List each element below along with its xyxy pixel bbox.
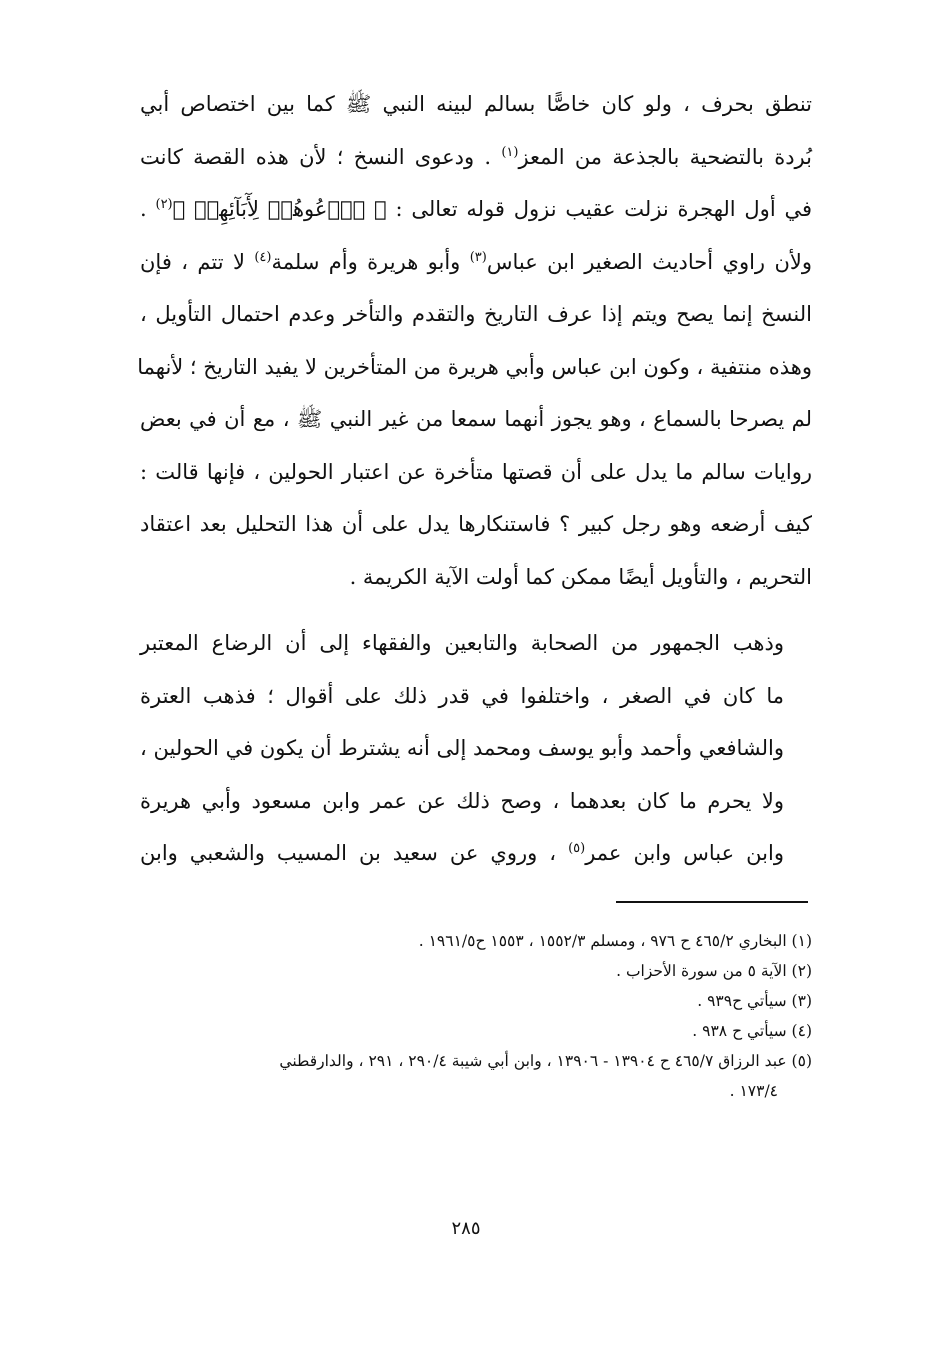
footnote-reference[interactable]: (٣) (469, 249, 487, 265)
text-line: التحريم ، والتأويل أيضًا ممكن كما أولت الآية الكريمة . (349, 564, 812, 589)
footnote-reference[interactable]: (٢) (155, 197, 173, 212)
footnote-reference[interactable]: (٥) (568, 841, 586, 856)
paragraph (137, 78, 812, 603)
footnote: (٥) عبد الرزاق ٤٦٥/٧ ح ١٣٩٠٤ - ١٣٩٠٦ ، وابن أبي شيبة ٢٩٠/٤ ، ٢٩١ ، والدارقطني (279, 1052, 812, 1070)
text-line: وذهب الجمهور من الصحابة والتابعين والفقهاء إلى أن الرضاع المعتبر (140, 631, 784, 655)
text-line: في أول الهجرة نزلت عقيب نزول قوله تعالى : ﴿ ٱدۡعُوهُمۡ لِأٓبَآئِهِمۡ ﴾$^{(٢)}$ . (140, 197, 812, 221)
footnote: (٤) سيأتي ح ٩٣٨ . (692, 1022, 812, 1040)
footnote-reference[interactable]: (٤) (254, 249, 272, 265)
footnote-separator (616, 901, 808, 903)
text-line: والشافعي وأحمد وأبو يوسف ومحمد إلى أنه يشترط أن يكون في الحولين ، (140, 736, 784, 760)
footnote-reference[interactable]: (١) (501, 144, 519, 160)
text-line: النسخ إنما يصح ويتم إذا عرف التاريخ والتقدم والتأخر وعدم احتمال التأويل ، (140, 302, 812, 326)
text-line: ولا يحرم ما كان بعدهما ، وصح ذلك عن عمر وابن مسعود وأبي هريرة (140, 788, 784, 813)
footnote: (١) البخاري ٤٦٥/٢ ح ٩٧٦ ، ومسلم ١٥٥٢/٣ ، ١٥٥٣ ح١٩٦١/٥ . (418, 932, 812, 950)
text-line: ولأن راوي أحاديث الصغير ابن عباس$^{(٣)}$ وأبو هريرة وأم سلمة$^{(٤)}$ لا تتم ، فإن (140, 249, 812, 274)
text-line: كيف أرضعه وهو رجل كبير ؟ فاستنكارها يدل على أن هذا التحليل بعد اعتقاد (140, 512, 812, 536)
text-line: ما كان في الصغر ، واختلفوا في قدر ذلك على أقوال ؛ فذهب العترة (140, 683, 784, 708)
text-line: وهذه منتفية ، وكون ابن عباس وأبي هريرة من المتأخرين لا يفيد التاريخ ؛ لأنهما (137, 354, 812, 379)
text-line: بُردة بالتضحية بالجذعة من المعز$^{(١)}$ . ودعوى النسخ ؛ لأن هذه القصة كانت (140, 144, 812, 169)
footnote: (٣) سيأتي ح٩٣٩ . (697, 992, 812, 1010)
page-number: ٢٨٥ (451, 1218, 481, 1239)
text-line: وابن عباس وابن عمر$^{(٥)}$ ، وروي عن سعيد بن المسيب والشعبي وابن (140, 841, 784, 865)
footnote: (٢) الآية ٥ من سورة الأحزاب . (616, 962, 812, 980)
text-line: لم يصرحا بالسماع ، وهو يجوز أنهما سمعا من غير النبي ﷺ ، مع أن في بعض (140, 407, 812, 431)
text-line: تنطق بحرف ، ولو كان خاصًّا بسالم لبينه النبي ﷺ كما بين اختصاص أبي (140, 92, 812, 116)
paragraph (140, 617, 812, 880)
main-text (137, 78, 812, 880)
text-line: روايات سالم ما يدل على أن قصتها متأخرة عن اعتبار الحولين ، فإنها قالت : (140, 459, 812, 484)
footnotes (140, 926, 812, 1106)
footnote-continuation: ١٧٣/٤ . (729, 1082, 778, 1100)
